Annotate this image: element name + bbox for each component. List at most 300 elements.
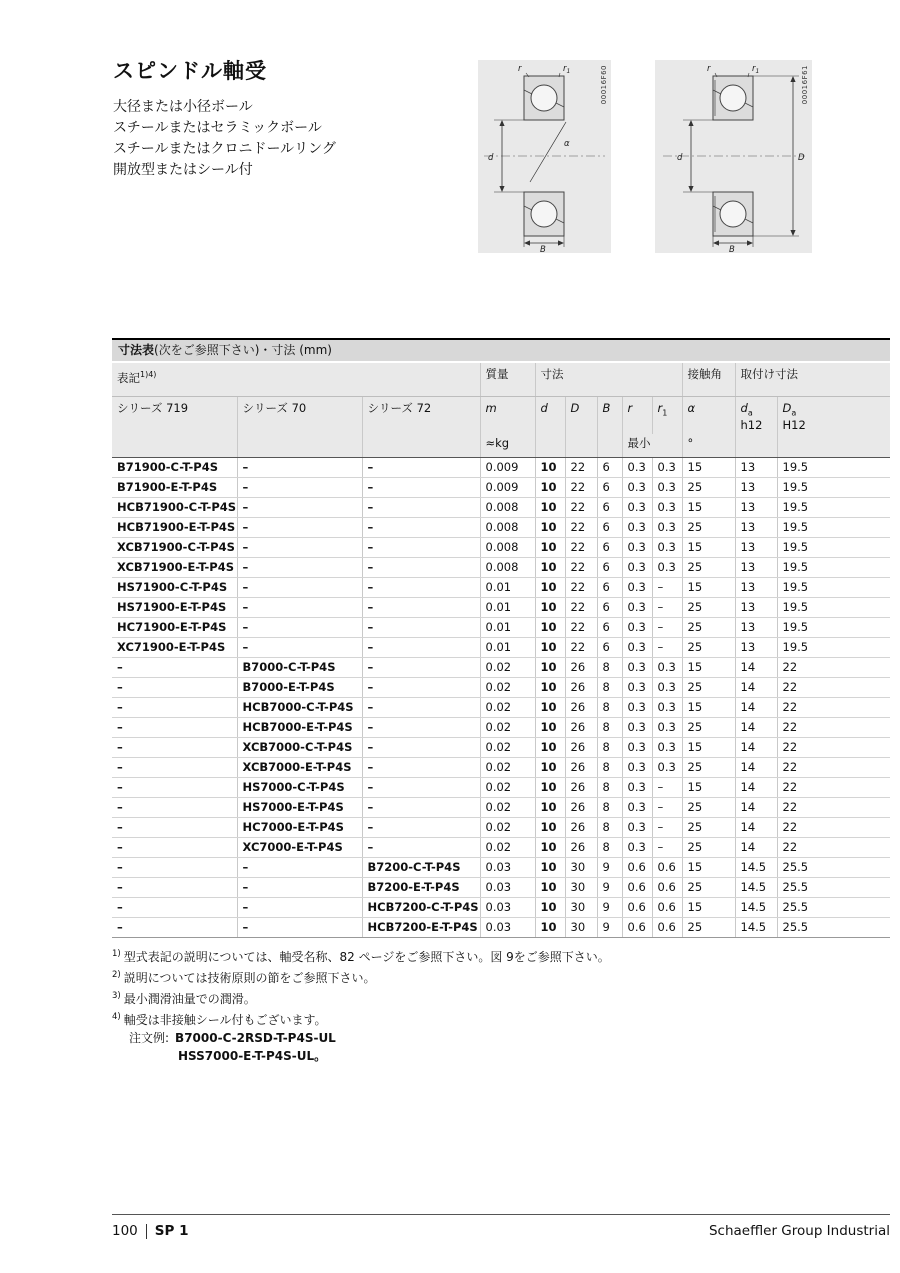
cell-alpha: 15 bbox=[682, 538, 735, 558]
header-dimensions: 寸法 bbox=[535, 363, 682, 397]
cell-s70: XCB7000-E-T-P4S bbox=[237, 758, 362, 778]
footnote-4: $^{4)}$ 軸受は非接触シール付もございます。 bbox=[112, 1012, 327, 1028]
footnote-1: $^{1)}$ 型式表記の説明については、軸受名称、82 ページをご参照下さい。図 9をご参照下さい。 bbox=[112, 949, 610, 965]
cell-D: 22 bbox=[565, 458, 597, 478]
cell-da: 14 bbox=[735, 658, 777, 678]
header-da: $d_a$ h12 bbox=[735, 397, 777, 435]
cell-r1: 0.3 bbox=[652, 518, 682, 538]
cell-da: 13 bbox=[735, 498, 777, 518]
cell-s72: – bbox=[362, 678, 480, 698]
cell-B: 8 bbox=[597, 718, 622, 738]
cell-r1: 0.3 bbox=[652, 698, 682, 718]
cell-Da: 19.5 bbox=[777, 638, 890, 658]
cell-r: 0.3 bbox=[622, 498, 652, 518]
cell-D: 26 bbox=[565, 718, 597, 738]
cell-d: 10 bbox=[535, 758, 565, 778]
header-alpha-unit: ° bbox=[682, 434, 735, 458]
cell-D: 22 bbox=[565, 538, 597, 558]
cell-B: 9 bbox=[597, 918, 622, 938]
cell-D: 22 bbox=[565, 498, 597, 518]
cell-m: 0.02 bbox=[480, 798, 535, 818]
table-row bbox=[112, 878, 890, 898]
cell-Da: 22 bbox=[777, 838, 890, 858]
cell-alpha: 15 bbox=[682, 458, 735, 478]
cell-m: 0.02 bbox=[480, 698, 535, 718]
cell-D: 22 bbox=[565, 518, 597, 538]
cell-da: 13 bbox=[735, 638, 777, 658]
footnote-4-order-example-2: HSS7000-E-T-P4S-UL。 bbox=[178, 1049, 327, 1064]
footnote-2: $^{2)}$ 説明については技術原則の節をご参照下さい。 bbox=[112, 970, 376, 986]
cell-r1: 0.3 bbox=[652, 658, 682, 678]
cell-d: 10 bbox=[535, 698, 565, 718]
cell-da: 14 bbox=[735, 818, 777, 838]
cell-s719: HS71900-E-T-P4S bbox=[112, 598, 237, 618]
cell-m: 0.02 bbox=[480, 658, 535, 678]
table-row bbox=[112, 838, 890, 858]
cell-d: 10 bbox=[535, 838, 565, 858]
cell-s72: – bbox=[362, 518, 480, 538]
cell-d: 10 bbox=[535, 878, 565, 898]
cell-r1: 0.6 bbox=[652, 918, 682, 938]
cell-Da: 19.5 bbox=[777, 518, 890, 538]
cell-s72: – bbox=[362, 638, 480, 658]
cell-Da: 19.5 bbox=[777, 618, 890, 638]
cell-alpha: 25 bbox=[682, 838, 735, 858]
cell-m: 0.03 bbox=[480, 918, 535, 938]
cell-r: 0.3 bbox=[622, 698, 652, 718]
cell-m: 0.02 bbox=[480, 818, 535, 838]
cell-s70: HCB7000-E-T-P4S bbox=[237, 718, 362, 738]
header-notation: 表記$^{1)4)}$ bbox=[112, 363, 480, 397]
cell-s70: – bbox=[237, 858, 362, 878]
cell-d: 10 bbox=[535, 858, 565, 878]
cell-r1: – bbox=[652, 838, 682, 858]
cell-m: 0.03 bbox=[480, 898, 535, 918]
cell-m: 0.01 bbox=[480, 618, 535, 638]
table-row bbox=[112, 738, 890, 758]
cell-Da: 19.5 bbox=[777, 578, 890, 598]
cell-r: 0.3 bbox=[622, 758, 652, 778]
table-row bbox=[112, 778, 890, 798]
table-row bbox=[112, 918, 890, 938]
cell-da: 14 bbox=[735, 698, 777, 718]
cell-d: 10 bbox=[535, 818, 565, 838]
cell-r1: 0.3 bbox=[652, 738, 682, 758]
cell-s719: – bbox=[112, 778, 237, 798]
cell-Da: 25.5 bbox=[777, 858, 890, 878]
cell-m: 0.008 bbox=[480, 538, 535, 558]
cell-s70: – bbox=[237, 618, 362, 638]
catalog-code: SP 1 bbox=[154, 1223, 189, 1239]
cell-D: 30 bbox=[565, 878, 597, 898]
page-header bbox=[113, 55, 473, 181]
cell-alpha: 25 bbox=[682, 558, 735, 578]
header-D: D bbox=[565, 397, 597, 435]
cell-Da: 22 bbox=[777, 738, 890, 758]
bearing-diagram-sealed bbox=[655, 60, 812, 253]
subtitle-line-2: スチールまたはセラミックボール bbox=[113, 120, 322, 136]
band-title-bold: 寸法表 bbox=[118, 343, 155, 357]
table-row bbox=[112, 898, 890, 918]
footer-left bbox=[112, 1223, 189, 1239]
cell-s72: HCB7200-C-T-P4S bbox=[362, 898, 480, 918]
cell-alpha: 25 bbox=[682, 718, 735, 738]
cell-r: 0.3 bbox=[622, 458, 652, 478]
cell-B: 8 bbox=[597, 738, 622, 758]
cell-r: 0.3 bbox=[622, 718, 652, 738]
table-row bbox=[112, 618, 890, 638]
cell-s719: B71900-C-T-P4S bbox=[112, 458, 237, 478]
cell-B: 6 bbox=[597, 578, 622, 598]
cell-D: 22 bbox=[565, 478, 597, 498]
cell-r: 0.3 bbox=[622, 838, 652, 858]
cell-D: 30 bbox=[565, 858, 597, 878]
cell-r: 0.3 bbox=[622, 798, 652, 818]
cell-s72: – bbox=[362, 658, 480, 678]
cell-B: 6 bbox=[597, 498, 622, 518]
cell-s70: HS7000-C-T-P4S bbox=[237, 778, 362, 798]
table-body bbox=[112, 458, 890, 938]
cell-alpha: 15 bbox=[682, 698, 735, 718]
cell-Da: 25.5 bbox=[777, 878, 890, 898]
cell-r1: 0.3 bbox=[652, 458, 682, 478]
cell-d: 10 bbox=[535, 798, 565, 818]
table-row bbox=[112, 558, 890, 578]
footer-divider bbox=[146, 1224, 147, 1239]
cell-r1: 0.3 bbox=[652, 558, 682, 578]
cell-B: 6 bbox=[597, 458, 622, 478]
cell-s70: – bbox=[237, 598, 362, 618]
fig1-label-B: B bbox=[540, 245, 546, 253]
cell-d: 10 bbox=[535, 678, 565, 698]
cell-m: 0.02 bbox=[480, 758, 535, 778]
cell-da: 13 bbox=[735, 518, 777, 538]
cell-da: 13 bbox=[735, 538, 777, 558]
cell-r: 0.3 bbox=[622, 538, 652, 558]
bearing-diagram-open bbox=[478, 60, 611, 253]
cell-D: 22 bbox=[565, 618, 597, 638]
cell-s719: – bbox=[112, 678, 237, 698]
cell-B: 6 bbox=[597, 618, 622, 638]
cell-s72: B7200-E-T-P4S bbox=[362, 878, 480, 898]
cell-D: 26 bbox=[565, 738, 597, 758]
cell-D: 22 bbox=[565, 598, 597, 618]
cell-alpha: 25 bbox=[682, 518, 735, 538]
cell-m: 0.01 bbox=[480, 578, 535, 598]
cell-D: 26 bbox=[565, 778, 597, 798]
cell-B: 8 bbox=[597, 818, 622, 838]
cell-r: 0.3 bbox=[622, 578, 652, 598]
cell-s72: – bbox=[362, 718, 480, 738]
cell-m: 0.008 bbox=[480, 518, 535, 538]
cell-r: 0.3 bbox=[622, 598, 652, 618]
cell-r: 0.3 bbox=[622, 818, 652, 838]
company-name: Schaeffler Group Industrial bbox=[708, 1223, 890, 1239]
cell-Da: 19.5 bbox=[777, 538, 890, 558]
cell-alpha: 25 bbox=[682, 638, 735, 658]
cell-da: 14.5 bbox=[735, 858, 777, 878]
cell-s72: – bbox=[362, 838, 480, 858]
cell-r: 0.6 bbox=[622, 898, 652, 918]
header-mounting: 取付け寸法 bbox=[735, 363, 890, 397]
cell-s70: – bbox=[237, 898, 362, 918]
cell-m: 0.03 bbox=[480, 858, 535, 878]
cell-B: 9 bbox=[597, 858, 622, 878]
header-r1: $r_1$ bbox=[652, 397, 682, 435]
cell-s72: – bbox=[362, 798, 480, 818]
cell-B: 8 bbox=[597, 778, 622, 798]
cell-alpha: 25 bbox=[682, 918, 735, 938]
cell-alpha: 25 bbox=[682, 798, 735, 818]
cell-Da: 19.5 bbox=[777, 478, 890, 498]
cell-s70: – bbox=[237, 458, 362, 478]
cell-B: 6 bbox=[597, 538, 622, 558]
cell-r1: 0.3 bbox=[652, 498, 682, 518]
bearing-figure-2 bbox=[655, 60, 812, 253]
footnote-4-order-example: 注文例: B7000-C-2RSD-T-P4S-UL bbox=[129, 1031, 336, 1046]
cell-D: 26 bbox=[565, 818, 597, 838]
cell-d: 10 bbox=[535, 918, 565, 938]
cell-s72: – bbox=[362, 738, 480, 758]
header-series-70: シリーズ 70 bbox=[237, 397, 362, 435]
cell-da: 13 bbox=[735, 598, 777, 618]
cell-B: 9 bbox=[597, 898, 622, 918]
cell-da: 13 bbox=[735, 458, 777, 478]
cell-s719: XC71900-E-T-P4S bbox=[112, 638, 237, 658]
cell-s719: XCB71900-E-T-P4S bbox=[112, 558, 237, 578]
subtitle-line-3: スチールまたはクロニドールリング bbox=[113, 141, 336, 157]
cell-s719: XCB71900-C-T-P4S bbox=[112, 538, 237, 558]
cell-s72: – bbox=[362, 558, 480, 578]
table-row bbox=[112, 598, 890, 618]
cell-s70: – bbox=[237, 918, 362, 938]
cell-alpha: 15 bbox=[682, 498, 735, 518]
table-row bbox=[112, 718, 890, 738]
cell-da: 14 bbox=[735, 758, 777, 778]
cell-r: 0.6 bbox=[622, 918, 652, 938]
cell-r: 0.3 bbox=[622, 738, 652, 758]
fig1-label-d: d bbox=[488, 153, 494, 163]
cell-r1: – bbox=[652, 598, 682, 618]
cell-r1: 0.3 bbox=[652, 538, 682, 558]
cell-s719: – bbox=[112, 658, 237, 678]
header-m: m bbox=[480, 397, 535, 435]
cell-Da: 22 bbox=[777, 718, 890, 738]
cell-d: 10 bbox=[535, 578, 565, 598]
cell-Da: 22 bbox=[777, 818, 890, 838]
cell-s70: HC7000-E-T-P4S bbox=[237, 818, 362, 838]
cell-B: 8 bbox=[597, 798, 622, 818]
cell-d: 10 bbox=[535, 598, 565, 618]
cell-da: 14 bbox=[735, 838, 777, 858]
cell-d: 10 bbox=[535, 518, 565, 538]
cell-s72: – bbox=[362, 538, 480, 558]
cell-s72: – bbox=[362, 778, 480, 798]
cell-m: 0.02 bbox=[480, 838, 535, 858]
figure-code-1: 00016F60 bbox=[600, 65, 608, 105]
dimension-table bbox=[112, 363, 890, 938]
table-row bbox=[112, 458, 890, 478]
table-row bbox=[112, 578, 890, 598]
cell-alpha: 15 bbox=[682, 738, 735, 758]
cell-s70: – bbox=[237, 878, 362, 898]
cell-D: 26 bbox=[565, 658, 597, 678]
cell-da: 14.5 bbox=[735, 898, 777, 918]
subtitle-line-1: 大径または小径ボール bbox=[113, 99, 253, 115]
cell-s70: B7000-C-T-P4S bbox=[237, 658, 362, 678]
cell-da: 13 bbox=[735, 578, 777, 598]
cell-D: 26 bbox=[565, 798, 597, 818]
cell-r1: – bbox=[652, 578, 682, 598]
cell-s70: – bbox=[237, 538, 362, 558]
table-row bbox=[112, 818, 890, 838]
cell-d: 10 bbox=[535, 898, 565, 918]
table-row bbox=[112, 698, 890, 718]
page-footer bbox=[112, 1214, 890, 1239]
cell-B: 9 bbox=[597, 878, 622, 898]
cell-s70: – bbox=[237, 478, 362, 498]
cell-r1: 0.3 bbox=[652, 718, 682, 738]
cell-r1: 0.6 bbox=[652, 878, 682, 898]
fig1-label-r1: $r_1$ bbox=[563, 64, 571, 75]
table-row bbox=[112, 678, 890, 698]
cell-s72: – bbox=[362, 478, 480, 498]
cell-s719: – bbox=[112, 858, 237, 878]
cell-s70: – bbox=[237, 498, 362, 518]
cell-alpha: 25 bbox=[682, 478, 735, 498]
table-row bbox=[112, 658, 890, 678]
cell-alpha: 25 bbox=[682, 758, 735, 778]
cell-alpha: 15 bbox=[682, 778, 735, 798]
cell-r1: 0.3 bbox=[652, 678, 682, 698]
cell-B: 6 bbox=[597, 518, 622, 538]
cell-s70: HCB7000-C-T-P4S bbox=[237, 698, 362, 718]
cell-alpha: 25 bbox=[682, 818, 735, 838]
cell-B: 6 bbox=[597, 598, 622, 618]
cell-alpha: 25 bbox=[682, 618, 735, 638]
cell-m: 0.01 bbox=[480, 638, 535, 658]
cell-s70: XC7000-E-T-P4S bbox=[237, 838, 362, 858]
cell-m: 0.01 bbox=[480, 598, 535, 618]
cell-alpha: 15 bbox=[682, 578, 735, 598]
cell-d: 10 bbox=[535, 658, 565, 678]
cell-d: 10 bbox=[535, 558, 565, 578]
cell-da: 13 bbox=[735, 558, 777, 578]
cell-D: 26 bbox=[565, 838, 597, 858]
cell-alpha: 25 bbox=[682, 678, 735, 698]
cell-s719: – bbox=[112, 738, 237, 758]
cell-m: 0.009 bbox=[480, 458, 535, 478]
cell-r1: 0.6 bbox=[652, 858, 682, 878]
cell-alpha: 25 bbox=[682, 878, 735, 898]
cell-s719: – bbox=[112, 918, 237, 938]
cell-s719: B71900-E-T-P4S bbox=[112, 478, 237, 498]
cell-B: 8 bbox=[597, 758, 622, 778]
header-d: d bbox=[535, 397, 565, 435]
cell-m: 0.009 bbox=[480, 478, 535, 498]
cell-r1: – bbox=[652, 638, 682, 658]
cell-s72: – bbox=[362, 498, 480, 518]
cell-s72: – bbox=[362, 578, 480, 598]
cell-alpha: 25 bbox=[682, 598, 735, 618]
cell-s72: – bbox=[362, 698, 480, 718]
cell-s70: – bbox=[237, 638, 362, 658]
cell-Da: 22 bbox=[777, 678, 890, 698]
cell-Da: 22 bbox=[777, 698, 890, 718]
fig1-label-r: r bbox=[518, 64, 522, 74]
cell-D: 26 bbox=[565, 678, 597, 698]
fig2-label-d: d bbox=[677, 153, 683, 163]
cell-D: 22 bbox=[565, 578, 597, 598]
cell-m: 0.02 bbox=[480, 718, 535, 738]
cell-s719: HCB71900-E-T-P4S bbox=[112, 518, 237, 538]
cell-r1: – bbox=[652, 618, 682, 638]
cell-s719: – bbox=[112, 718, 237, 738]
cell-Da: 22 bbox=[777, 798, 890, 818]
table-row bbox=[112, 538, 890, 558]
cell-da: 14 bbox=[735, 778, 777, 798]
cell-r: 0.3 bbox=[622, 558, 652, 578]
cell-s719: – bbox=[112, 798, 237, 818]
cell-d: 10 bbox=[535, 638, 565, 658]
header-B: B bbox=[597, 397, 622, 435]
cell-B: 8 bbox=[597, 678, 622, 698]
cell-alpha: 15 bbox=[682, 898, 735, 918]
cell-r: 0.3 bbox=[622, 638, 652, 658]
cell-m: 0.03 bbox=[480, 878, 535, 898]
cell-r: 0.3 bbox=[622, 678, 652, 698]
subtitle-line-4: 開放型またはシール付 bbox=[113, 162, 253, 178]
cell-da: 14 bbox=[735, 738, 777, 758]
cell-B: 6 bbox=[597, 558, 622, 578]
cell-m: 0.02 bbox=[480, 678, 535, 698]
cell-s719: – bbox=[112, 878, 237, 898]
cell-s70: HS7000-E-T-P4S bbox=[237, 798, 362, 818]
cell-da: 14.5 bbox=[735, 918, 777, 938]
cell-Da: 22 bbox=[777, 758, 890, 778]
page-title: スピンドル軸受 bbox=[113, 59, 267, 83]
cell-B: 6 bbox=[597, 638, 622, 658]
cell-da: 13 bbox=[735, 618, 777, 638]
table-header bbox=[112, 363, 890, 458]
table-row bbox=[112, 518, 890, 538]
cell-r1: – bbox=[652, 778, 682, 798]
cell-d: 10 bbox=[535, 498, 565, 518]
footnote-3: $^{3)}$ 最小潤滑油量での潤滑。 bbox=[112, 991, 256, 1007]
cell-Da: 25.5 bbox=[777, 898, 890, 918]
cell-r1: – bbox=[652, 798, 682, 818]
fig2-label-B: B bbox=[729, 245, 735, 253]
cell-d: 10 bbox=[535, 458, 565, 478]
cell-d: 10 bbox=[535, 538, 565, 558]
table-row bbox=[112, 478, 890, 498]
cell-m: 0.008 bbox=[480, 498, 535, 518]
cell-d: 10 bbox=[535, 618, 565, 638]
cell-da: 14 bbox=[735, 798, 777, 818]
cell-s719: – bbox=[112, 838, 237, 858]
cell-D: 22 bbox=[565, 558, 597, 578]
fig2-label-D: D bbox=[798, 153, 805, 163]
cell-r: 0.3 bbox=[622, 518, 652, 538]
cell-s70: – bbox=[237, 518, 362, 538]
cell-s72: – bbox=[362, 458, 480, 478]
bearing-figure-1 bbox=[478, 60, 611, 253]
header-contact-angle: 接触角 bbox=[682, 363, 735, 397]
cell-s70: B7000-E-T-P4S bbox=[237, 678, 362, 698]
cell-Da: 19.5 bbox=[777, 558, 890, 578]
cell-r: 0.3 bbox=[622, 658, 652, 678]
table-band-title bbox=[112, 338, 890, 361]
